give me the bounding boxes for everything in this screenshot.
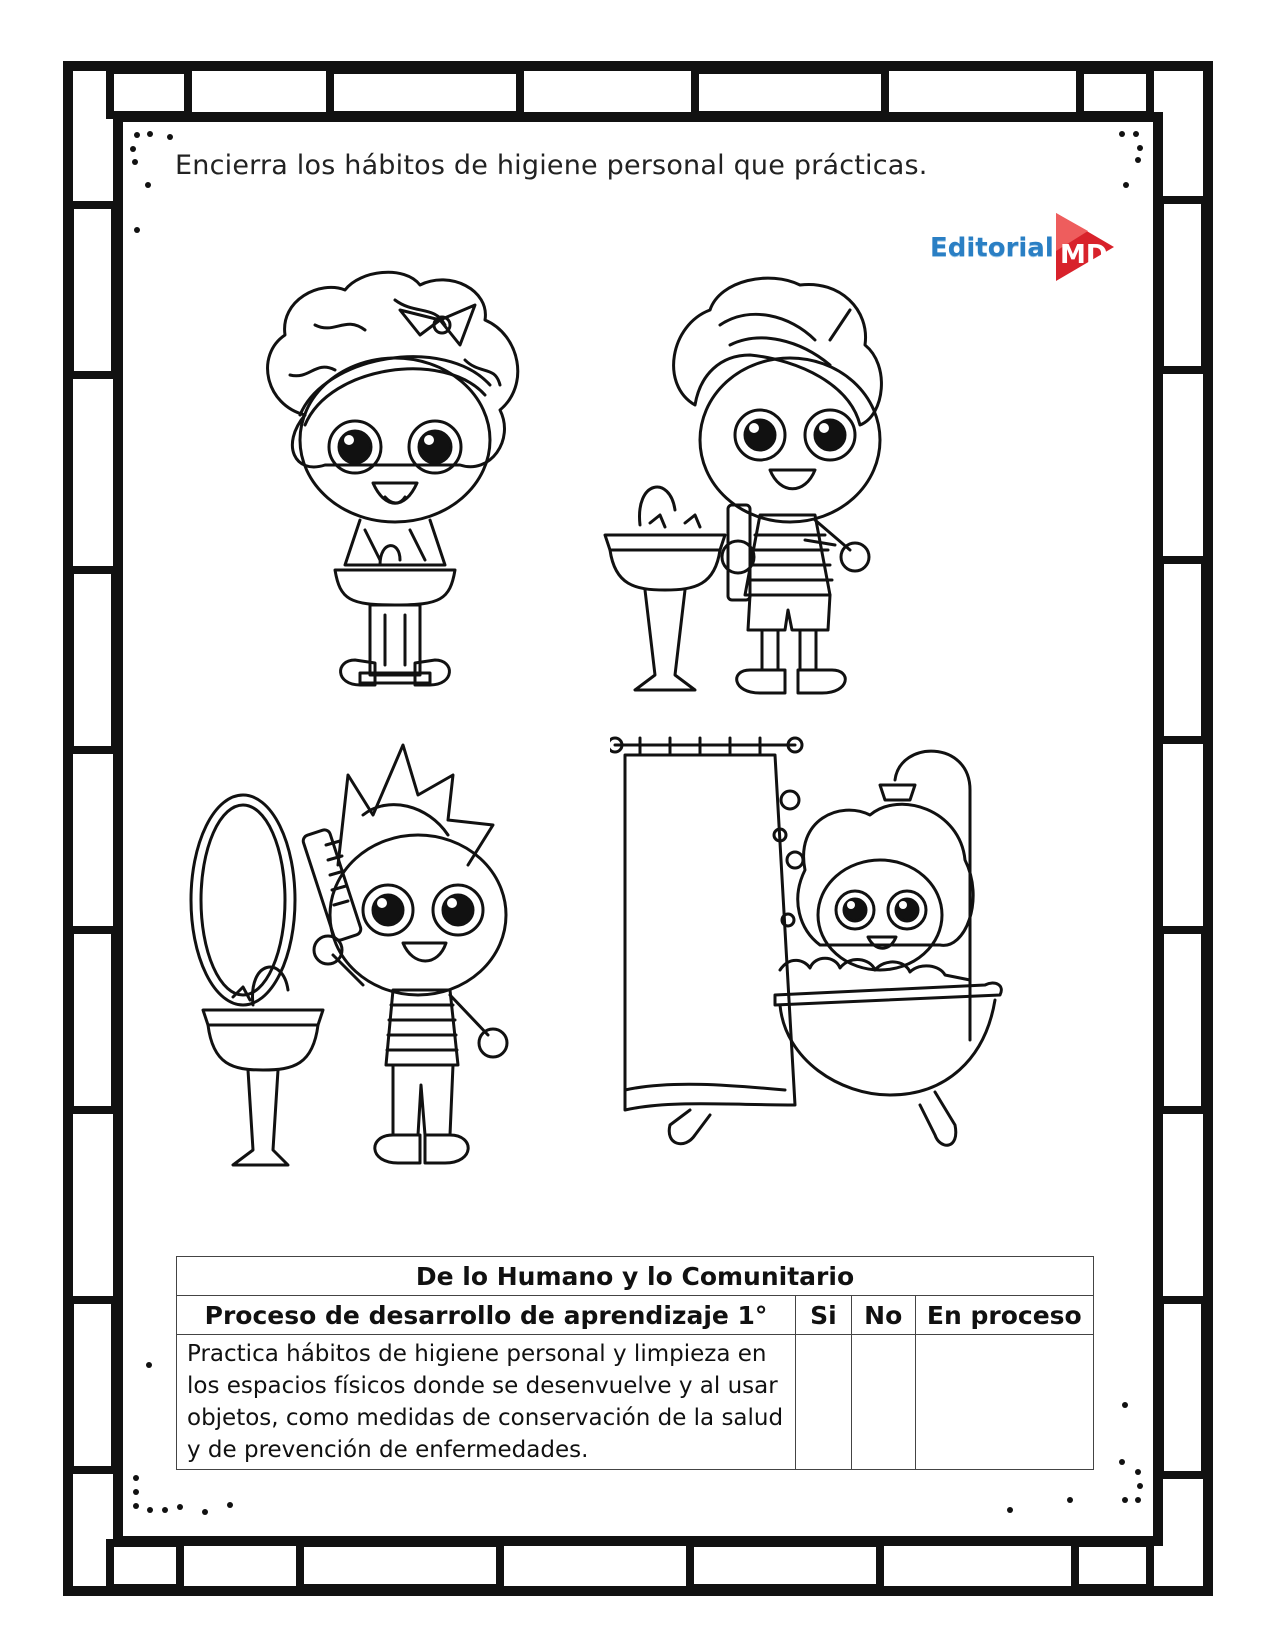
logo-mark-text: MD <box>1060 240 1108 270</box>
boy-brushing-teeth-illustration <box>600 265 930 720</box>
instruction-text: Encierra los hábitos de higiene personal que prácticas. <box>175 150 928 181</box>
header-si: Si <box>796 1296 852 1335</box>
girl-bathing-illustration <box>610 730 1020 1170</box>
header-process: Proceso de desarrollo de aprendizaje 1° <box>177 1296 796 1335</box>
table-row <box>177 1335 1094 1470</box>
editorial-md-logo <box>930 205 1120 285</box>
learning-description: Practica hábitos de higiene personal y limpieza en los espacios físicos donde se desenvuelve y al usar objetos, como medidas de conservación de la salud y de prevención de enfermedades. <box>177 1335 796 1470</box>
header-in-process: En proceso <box>915 1296 1093 1335</box>
boy-combing-hair-illustration <box>188 735 523 1175</box>
logo-triangle-icon <box>1048 205 1120 285</box>
table-title-row <box>177 1257 1094 1296</box>
logo-text: Editorial <box>930 233 1054 263</box>
evaluation-table <box>176 1256 1094 1470</box>
si-checkbox-cell[interactable] <box>796 1335 852 1470</box>
girl-washing-hands-illustration <box>245 265 545 715</box>
no-checkbox-cell[interactable] <box>851 1335 915 1470</box>
in-process-checkbox-cell[interactable] <box>915 1335 1093 1470</box>
table-header-row <box>177 1296 1094 1335</box>
table-title: De lo Humano y lo Comunitario <box>177 1257 1094 1296</box>
header-no: No <box>851 1296 915 1335</box>
